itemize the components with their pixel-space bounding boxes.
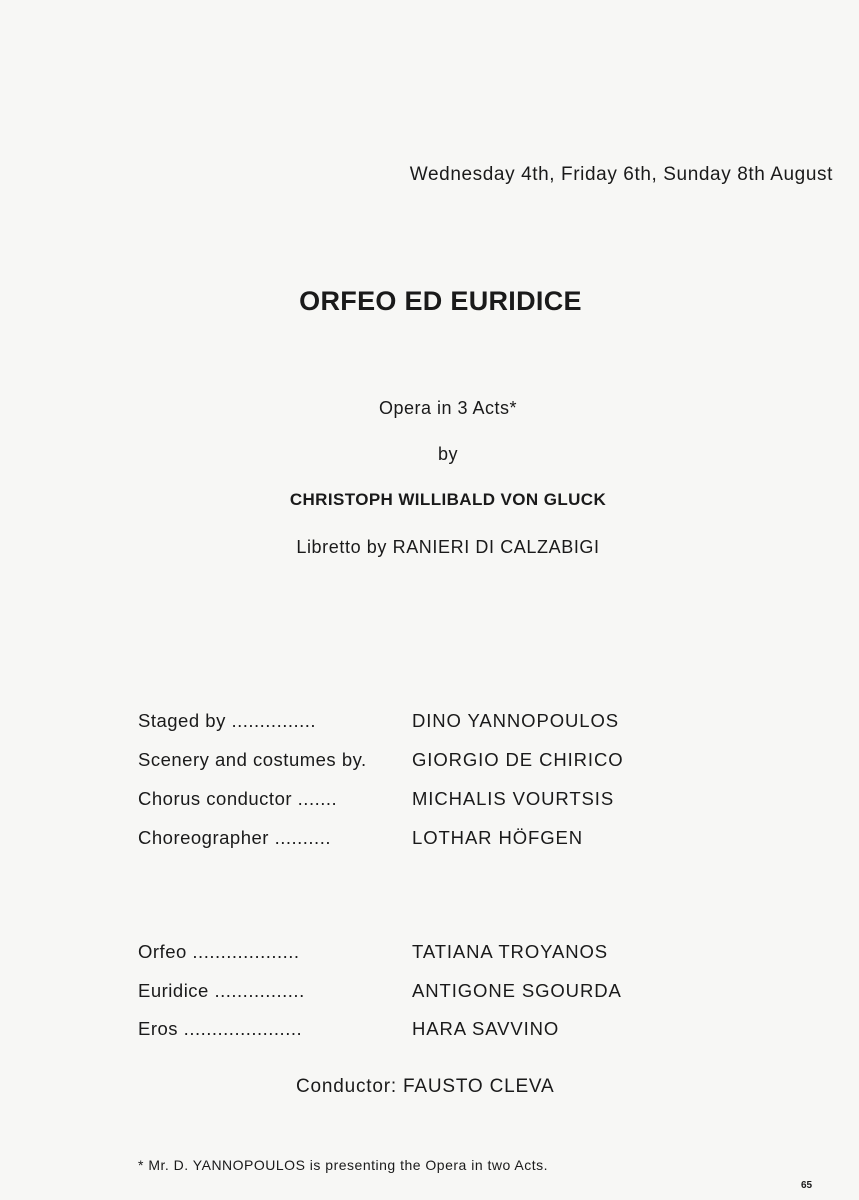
by-label: by xyxy=(437,444,458,464)
credit-role: Choreographer .......... xyxy=(138,827,331,848)
libretto-credit: Libretto by RANIERI DI CALZABIGI xyxy=(296,537,600,557)
cast-role: Orfeo ................... xyxy=(138,941,300,962)
cast-name: ANTIGONE SGOURDA xyxy=(412,980,622,1001)
composer-name: CHRISTOPH WILLIBALD VON GLUCK xyxy=(289,490,607,509)
cast-name: TATIANA TROYANOS xyxy=(412,941,609,962)
credit-name: GIORGIO DE CHIRICO xyxy=(412,749,624,770)
cast-row-euridice xyxy=(138,980,622,1002)
credit-row-staged-by xyxy=(138,710,619,732)
credit-row-scenery-costumes xyxy=(138,749,624,771)
credit-role: Chorus conductor ....... xyxy=(138,788,338,809)
cast-row-eros xyxy=(138,1018,559,1040)
page-number: 65 xyxy=(801,1180,813,1191)
credit-role: Staged by ............... xyxy=(138,710,317,731)
cast-role: Euridice ................ xyxy=(138,980,305,1001)
footnote: * Mr. D. YANNOPOULOS is presenting the Opera in two Acts. xyxy=(138,1157,549,1173)
opera-title: ORFEO ED EURIDICE xyxy=(299,286,582,316)
performance-dates: Wednesday 4th, Friday 6th, Sunday 8th August xyxy=(409,164,833,185)
cast-row-orfeo xyxy=(138,941,608,963)
credit-name: MICHALIS VOURTSIS xyxy=(412,788,615,809)
conductor-credit: Conductor: FAUSTO CLEVA xyxy=(296,1076,555,1097)
credit-row-choreographer xyxy=(138,827,583,849)
credit-row-chorus-conductor xyxy=(138,788,614,810)
cast-name: HARA SAVVINO xyxy=(412,1018,560,1039)
credit-role: Scenery and costumes by. xyxy=(138,749,367,770)
cast-role: Eros ..................... xyxy=(138,1018,303,1039)
credit-name: LOTHAR HÖFGEN xyxy=(412,827,584,848)
credit-name: DINO YANNOPOULOS xyxy=(412,710,619,731)
opera-subtitle: Opera in 3 Acts* xyxy=(378,398,518,418)
